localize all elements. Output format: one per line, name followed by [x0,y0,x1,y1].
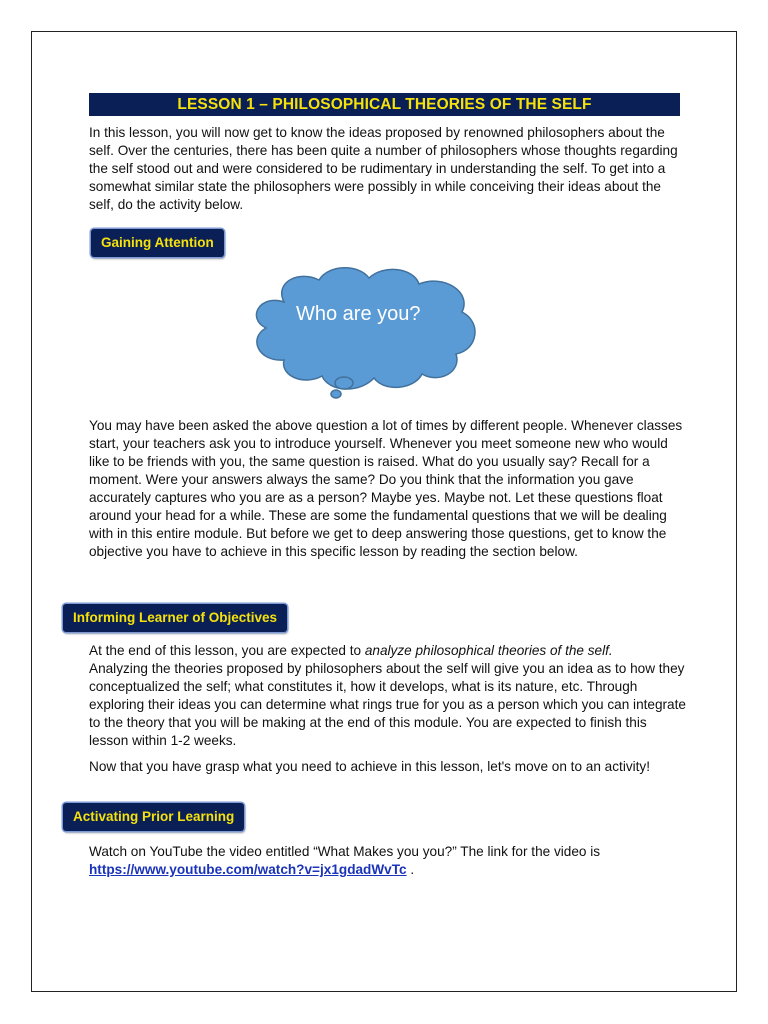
video-link-line [89,861,689,879]
gaining-attention-banner: Gaining Attention [91,229,224,257]
gaining-attention-body: You may have been asked the above question a lot of times by different people. Whenever classes start, your teachers ask you to introduce yourself. Whenever you meet someone new who would like to be friends with you, the same question is raised. What do you usually say? Recall for a moment. Were your answers always the same? Do you think that the information you gave accurately captures who you are as a person? Maybe yes. Maybe not. Let these questions float around your head for a while. These are some the fundamental questions that we will be dealing with in this entire module. But before we get to deep answering those questions, get to know the objective you have to achieve in this specific lesson by reading the section below. [89,418,683,559]
intro-paragraph: In this lesson, you will now get to know the ideas proposed by renowned philosophers about the self. Over the centuries, there has been quite a number of philosophers whose thoughts regarding the self stood out and were considered to be rudimentary in understanding the self. To get into a somewhat similar state the philosophers were possibly in while conceiving their ideas about the self, do the activity below. [89,125,678,212]
objectives-followup: Now that you have grasp what you need to achieve in this lesson, let's move on to an activity! [89,759,651,774]
link-trailing-period: . [410,862,415,877]
lesson-title: LESSON 1 – PHILOSOPHICAL THEORIES OF THE SELF [89,93,680,116]
cloud-question-text: Who are you? [296,303,421,325]
objectives-emphasis: analyze philosophical theories of the self. [364,643,613,658]
prior-learning-text: Watch on YouTube the video entitled “What Makes you you?” The link for the video is [89,844,601,859]
thought-cloud-icon [244,262,484,402]
objectives-lead-paragraph [89,642,689,660]
youtube-video-link[interactable]: https://www.youtube.com/watch?v=jx1gdadWvTc [89,862,407,877]
objectives-banner: Informing Learner of Objectives [63,604,287,632]
objectives-body: Analyzing the theories proposed by philosophers about the self will give you an idea as to how they conceptualized the self; what constitutes it, how it develops, what is its nature, etc. Through exploring their ideas you can determine what rings true for you as a person which you can integrate to the theory that you will be making at the end of this module. You are expected to finish this lesson within 1-2 weeks. [89,661,686,748]
prior-learning-banner: Activating Prior Learning [63,803,244,831]
objectives-lead: At the end of this lesson, you are expected to [89,643,365,658]
